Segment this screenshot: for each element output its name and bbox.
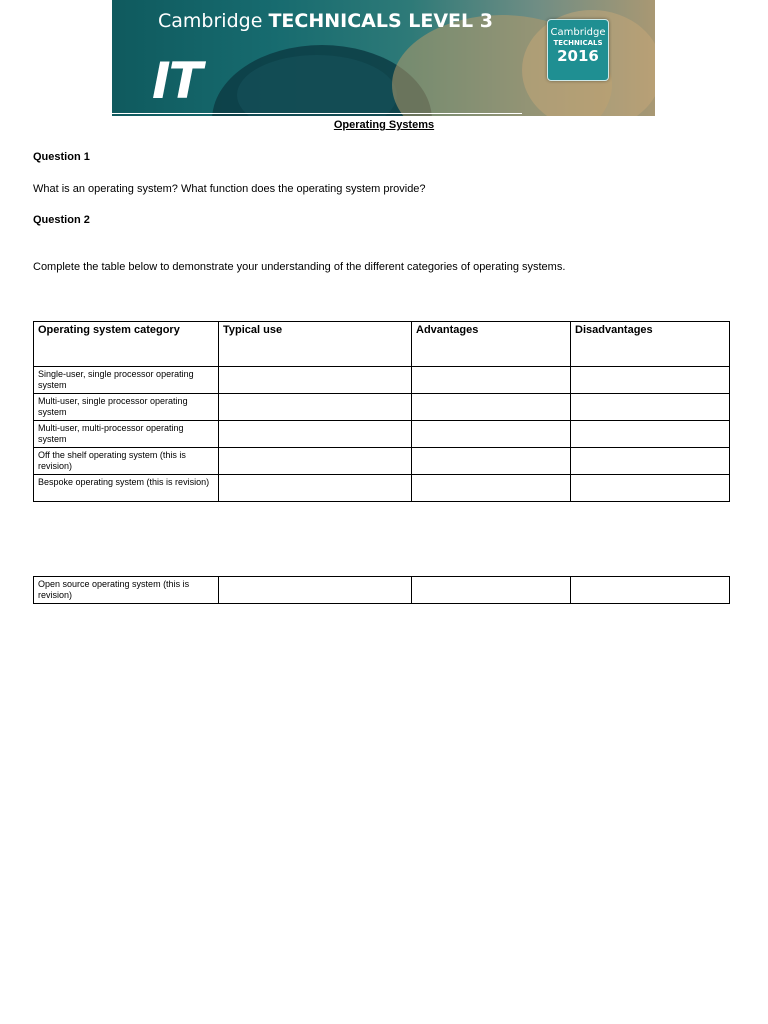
disadvantages-cell[interactable]: [571, 577, 730, 604]
advantages-cell[interactable]: [412, 475, 571, 502]
advantages-cell[interactable]: [412, 448, 571, 475]
header-banner: [112, 0, 655, 116]
advantages-cell[interactable]: [412, 367, 571, 394]
row-category: Multi-user, multi-processor operating system: [34, 421, 219, 448]
typical-use-cell[interactable]: [219, 394, 412, 421]
question-2-heading: Question 2: [33, 214, 90, 226]
advantages-cell[interactable]: [412, 421, 571, 448]
header-typical-use: Typical use: [219, 322, 412, 367]
os-categories-table-continued: [33, 576, 730, 604]
typical-use-cell[interactable]: [219, 367, 412, 394]
disadvantages-cell[interactable]: [571, 475, 730, 502]
table-row: [34, 577, 730, 604]
question-1-heading: Question 1: [33, 151, 90, 163]
badge-year: 2016: [557, 47, 599, 65]
banner-title: [158, 10, 493, 32]
row-category: Open source operating system (this is revision): [34, 577, 219, 604]
question-1-text: What is an operating system? What function does the operating system provide?: [33, 183, 426, 195]
row-category: Multi-user, single processor operating system: [34, 394, 219, 421]
advantages-cell[interactable]: [412, 577, 571, 604]
disadvantages-cell[interactable]: [571, 394, 730, 421]
table-row: [34, 475, 730, 502]
header-disadvantages: Disadvantages: [571, 322, 730, 367]
disadvantages-cell[interactable]: [571, 421, 730, 448]
os-categories-table: [33, 321, 730, 502]
typical-use-cell[interactable]: [219, 577, 412, 604]
table-header-row: [34, 322, 730, 367]
table-row: [34, 448, 730, 475]
header-advantages: Advantages: [412, 322, 571, 367]
row-category: Off the shelf operating system (this is revision): [34, 448, 219, 475]
cambridge-technicals-badge: [547, 19, 609, 81]
advantages-cell[interactable]: [412, 394, 571, 421]
question-2-text: Complete the table below to demonstrate your understanding of the different categories of operating systems.: [33, 261, 566, 273]
banner-divider: [112, 113, 522, 114]
table-row: [34, 421, 730, 448]
banner-program: TECHNICALS LEVEL 3: [268, 10, 493, 32]
badge-brand: Cambridge: [550, 27, 606, 38]
badge-program: TECHNICALS: [553, 39, 603, 47]
banner-brand: Cambridge: [158, 10, 263, 32]
row-category: Single-user, single processor operating system: [34, 367, 219, 394]
typical-use-cell[interactable]: [219, 448, 412, 475]
table-row: [34, 367, 730, 394]
banner-subject: IT: [152, 52, 201, 110]
typical-use-cell[interactable]: [219, 475, 412, 502]
page-title: Operating Systems: [333, 119, 435, 131]
typical-use-cell[interactable]: [219, 421, 412, 448]
disadvantages-cell[interactable]: [571, 367, 730, 394]
header-category: Operating system category: [34, 322, 219, 367]
disadvantages-cell[interactable]: [571, 448, 730, 475]
table-row: [34, 394, 730, 421]
row-category: Bespoke operating system (this is revision): [34, 475, 219, 502]
